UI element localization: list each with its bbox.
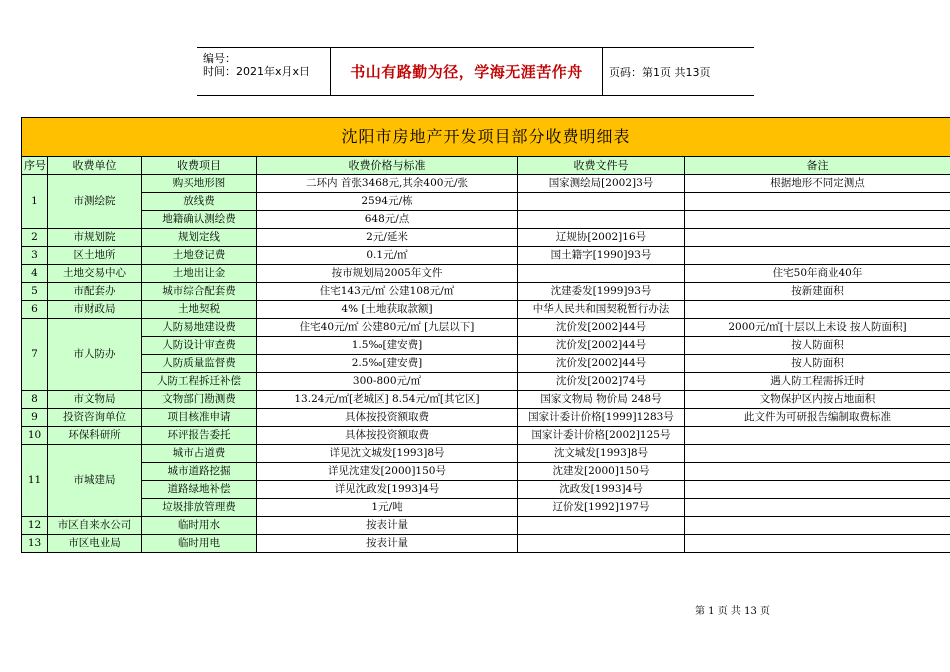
- table-row: [22, 247, 950, 265]
- row-doc: 国土籍字[1990]93号: [518, 247, 685, 265]
- row-note: [685, 463, 950, 481]
- row-price: 按市规划局2005年文件: [257, 265, 518, 283]
- title-row: [22, 118, 950, 157]
- row-doc: [518, 211, 685, 229]
- row-doc: 沈建发[2000]150号: [518, 463, 685, 481]
- row-note: [685, 211, 950, 229]
- row-item: 城市综合配套费: [142, 283, 257, 301]
- row-doc: 国家文物局 物价局 248号: [518, 391, 685, 409]
- row-item: 购买地形图: [142, 175, 257, 193]
- row-doc: [518, 535, 685, 553]
- row-price: 4% [土地获取款额]: [257, 301, 518, 319]
- page-header: [197, 47, 754, 96]
- row-doc: 国家计委计价格[2002]125号: [518, 427, 685, 445]
- page-label: 页码：第1页 共13页: [609, 65, 711, 79]
- row-doc: 中华人民共和国契税暂行办法: [518, 301, 685, 319]
- row-doc: 沈价发[2002]44号: [518, 355, 685, 373]
- row-price: 1.5‰[建安费]: [257, 337, 518, 355]
- row-item: 地籍确认测绘费: [142, 211, 257, 229]
- row-no: 10: [22, 427, 48, 445]
- row-doc: 沈文城发[1993]8号: [518, 445, 685, 463]
- row-note: [685, 535, 950, 553]
- table-row: [22, 175, 950, 193]
- row-item: 道路绿地补偿: [142, 481, 257, 499]
- row-note: [685, 445, 950, 463]
- row-note: 根据地形不同定测点: [685, 175, 950, 193]
- row-no: 9: [22, 409, 48, 427]
- row-unit: 市测绘院: [48, 175, 142, 229]
- row-note: 此文件为可研报告编制取费标准: [685, 409, 950, 427]
- row-no: 6: [22, 301, 48, 319]
- table-row: [22, 517, 950, 535]
- row-unit: 市文物局: [48, 391, 142, 409]
- row-doc: 沈建委发[1999]93号: [518, 283, 685, 301]
- row-price: 具体按投资额取费: [257, 409, 518, 427]
- row-unit: 环保科研所: [48, 427, 142, 445]
- row-price: 详见沈文城发[1993]8号: [257, 445, 518, 463]
- row-no: 8: [22, 391, 48, 409]
- row-price: 13.24元/㎡[老城区] 8.54元/㎡[其它区]: [257, 391, 518, 409]
- table-row: [22, 373, 950, 391]
- row-note: [685, 427, 950, 445]
- table-row: [22, 337, 950, 355]
- row-unit: 市区电业局: [48, 535, 142, 553]
- row-doc: 辽规协[2002]16号: [518, 229, 685, 247]
- row-item: 放线费: [142, 193, 257, 211]
- row-item: 土地出让金: [142, 265, 257, 283]
- row-item: 人防设计审查费: [142, 337, 257, 355]
- row-unit: 市财政局: [48, 301, 142, 319]
- row-item: 土地契税: [142, 301, 257, 319]
- row-note: [685, 229, 950, 247]
- row-note: 遇人防工程需拆迁时: [685, 373, 950, 391]
- row-price: 住宅143元/㎡ 公建108元/㎡: [257, 283, 518, 301]
- row-note: 文物保护区内按占地面积: [685, 391, 950, 409]
- row-no: 3: [22, 247, 48, 265]
- table-row: [22, 283, 950, 301]
- row-price: 按表计量: [257, 535, 518, 553]
- row-item: 临时用电: [142, 535, 257, 553]
- table-row: [22, 355, 950, 373]
- col-header-unit: 收费单位: [48, 157, 142, 175]
- row-no: 12: [22, 517, 48, 535]
- row-note: 住宅50年商业40年: [685, 265, 950, 283]
- col-header-no: 序号: [22, 157, 48, 175]
- table-row: [22, 391, 950, 409]
- row-unit: 市人防办: [48, 319, 142, 391]
- table-row: [22, 211, 950, 229]
- row-doc: 国家测绘局[2002]3号: [518, 175, 685, 193]
- table-row: [22, 481, 950, 499]
- col-header-doc: 收费文件号: [518, 157, 685, 175]
- col-header-note: 备注: [685, 157, 950, 175]
- row-no: 7: [22, 319, 48, 391]
- col-header-price: 收费价格与标准: [257, 157, 518, 175]
- row-doc: 沈价发[2002]44号: [518, 319, 685, 337]
- row-item: 人防工程拆迁补偿: [142, 373, 257, 391]
- row-item: 规划定线: [142, 229, 257, 247]
- row-doc: 沈价发[2002]74号: [518, 373, 685, 391]
- table-row: [22, 463, 950, 481]
- table-row: [22, 499, 950, 517]
- row-doc: 国家计委计价格[1999]1283号: [518, 409, 685, 427]
- row-item: 人防质量监督费: [142, 355, 257, 373]
- row-unit: 市规划院: [48, 229, 142, 247]
- row-price: 具体按投资额取费: [257, 427, 518, 445]
- row-note: 按新建面积: [685, 283, 950, 301]
- row-no: 2: [22, 229, 48, 247]
- table-row: [22, 301, 950, 319]
- row-unit: 投资咨询单位: [48, 409, 142, 427]
- row-note: [685, 499, 950, 517]
- row-doc: 沈价发[2002]44号: [518, 337, 685, 355]
- row-price: 2.5‰[建安费]: [257, 355, 518, 373]
- row-note: [685, 517, 950, 535]
- row-item: 环评报告委托: [142, 427, 257, 445]
- table-row: [22, 535, 950, 553]
- table-row: [22, 319, 950, 337]
- row-note: [685, 481, 950, 499]
- row-price: 住宅40元/㎡ 公建80元/㎡ [九层以下]: [257, 319, 518, 337]
- row-unit: 土地交易中心: [48, 265, 142, 283]
- header-meta: [197, 48, 331, 95]
- table-row: [22, 409, 950, 427]
- page-footer: 第 1 页 共 13 页: [695, 606, 770, 617]
- row-price: 300-800元/㎡: [257, 373, 518, 391]
- row-no: 13: [22, 535, 48, 553]
- table-row: [22, 265, 950, 283]
- row-price: 2594元/栋: [257, 193, 518, 211]
- row-no: 4: [22, 265, 48, 283]
- row-price: 按表计量: [257, 517, 518, 535]
- row-doc: 沈政发[1993]4号: [518, 481, 685, 499]
- row-doc: [518, 265, 685, 283]
- row-item: 城市道路挖掘: [142, 463, 257, 481]
- row-price: 1元/吨: [257, 499, 518, 517]
- table-row: [22, 445, 950, 463]
- row-item: 临时用水: [142, 517, 257, 535]
- table-title: 沈阳市房地产开发项目部分收费明细表: [22, 118, 950, 157]
- table-row: [22, 193, 950, 211]
- row-note: 按人防面积: [685, 337, 950, 355]
- row-item: 垃圾排放管理费: [142, 499, 257, 517]
- row-unit: 区土地所: [48, 247, 142, 265]
- motto: 书山有路勤为径，学海无涯苦作舟: [331, 48, 603, 95]
- row-price: 2元/延米: [257, 229, 518, 247]
- row-item: 文物部门勘测费: [142, 391, 257, 409]
- row-note: 按人防面积: [685, 355, 950, 373]
- row-note: [685, 193, 950, 211]
- fee-table: [21, 117, 950, 553]
- row-item: 城市占道费: [142, 445, 257, 463]
- table-row: [22, 229, 950, 247]
- time-label: 时间：2021年x月x日: [203, 65, 311, 78]
- row-no: 5: [22, 283, 48, 301]
- row-doc: [518, 517, 685, 535]
- row-price: 二环内 首张3468元,其余400元/张: [257, 175, 518, 193]
- row-price: 648元/点: [257, 211, 518, 229]
- header-row: [22, 157, 950, 175]
- col-header-item: 收费项目: [142, 157, 257, 175]
- row-price: 0.1元/㎡: [257, 247, 518, 265]
- row-item: 土地登记费: [142, 247, 257, 265]
- row-note: [685, 301, 950, 319]
- row-unit: 市区自来水公司: [48, 517, 142, 535]
- row-unit: 市城建局: [48, 445, 142, 517]
- code-label: 编号：: [203, 52, 236, 65]
- row-price: 详见沈政发[1993]4号: [257, 481, 518, 499]
- row-doc: [518, 193, 685, 211]
- row-doc: 辽价发[1992]197号: [518, 499, 685, 517]
- row-no: 1: [22, 175, 48, 229]
- row-note: 2000元/㎡[十层以上未设 按人防面积]: [685, 319, 950, 337]
- row-item: 项目核准申请: [142, 409, 257, 427]
- row-item: 人防易地建设费: [142, 319, 257, 337]
- row-price: 详见沈建发[2000]150号: [257, 463, 518, 481]
- row-unit: 市配套办: [48, 283, 142, 301]
- row-note: [685, 247, 950, 265]
- row-no: 11: [22, 445, 48, 517]
- table-row: [22, 427, 950, 445]
